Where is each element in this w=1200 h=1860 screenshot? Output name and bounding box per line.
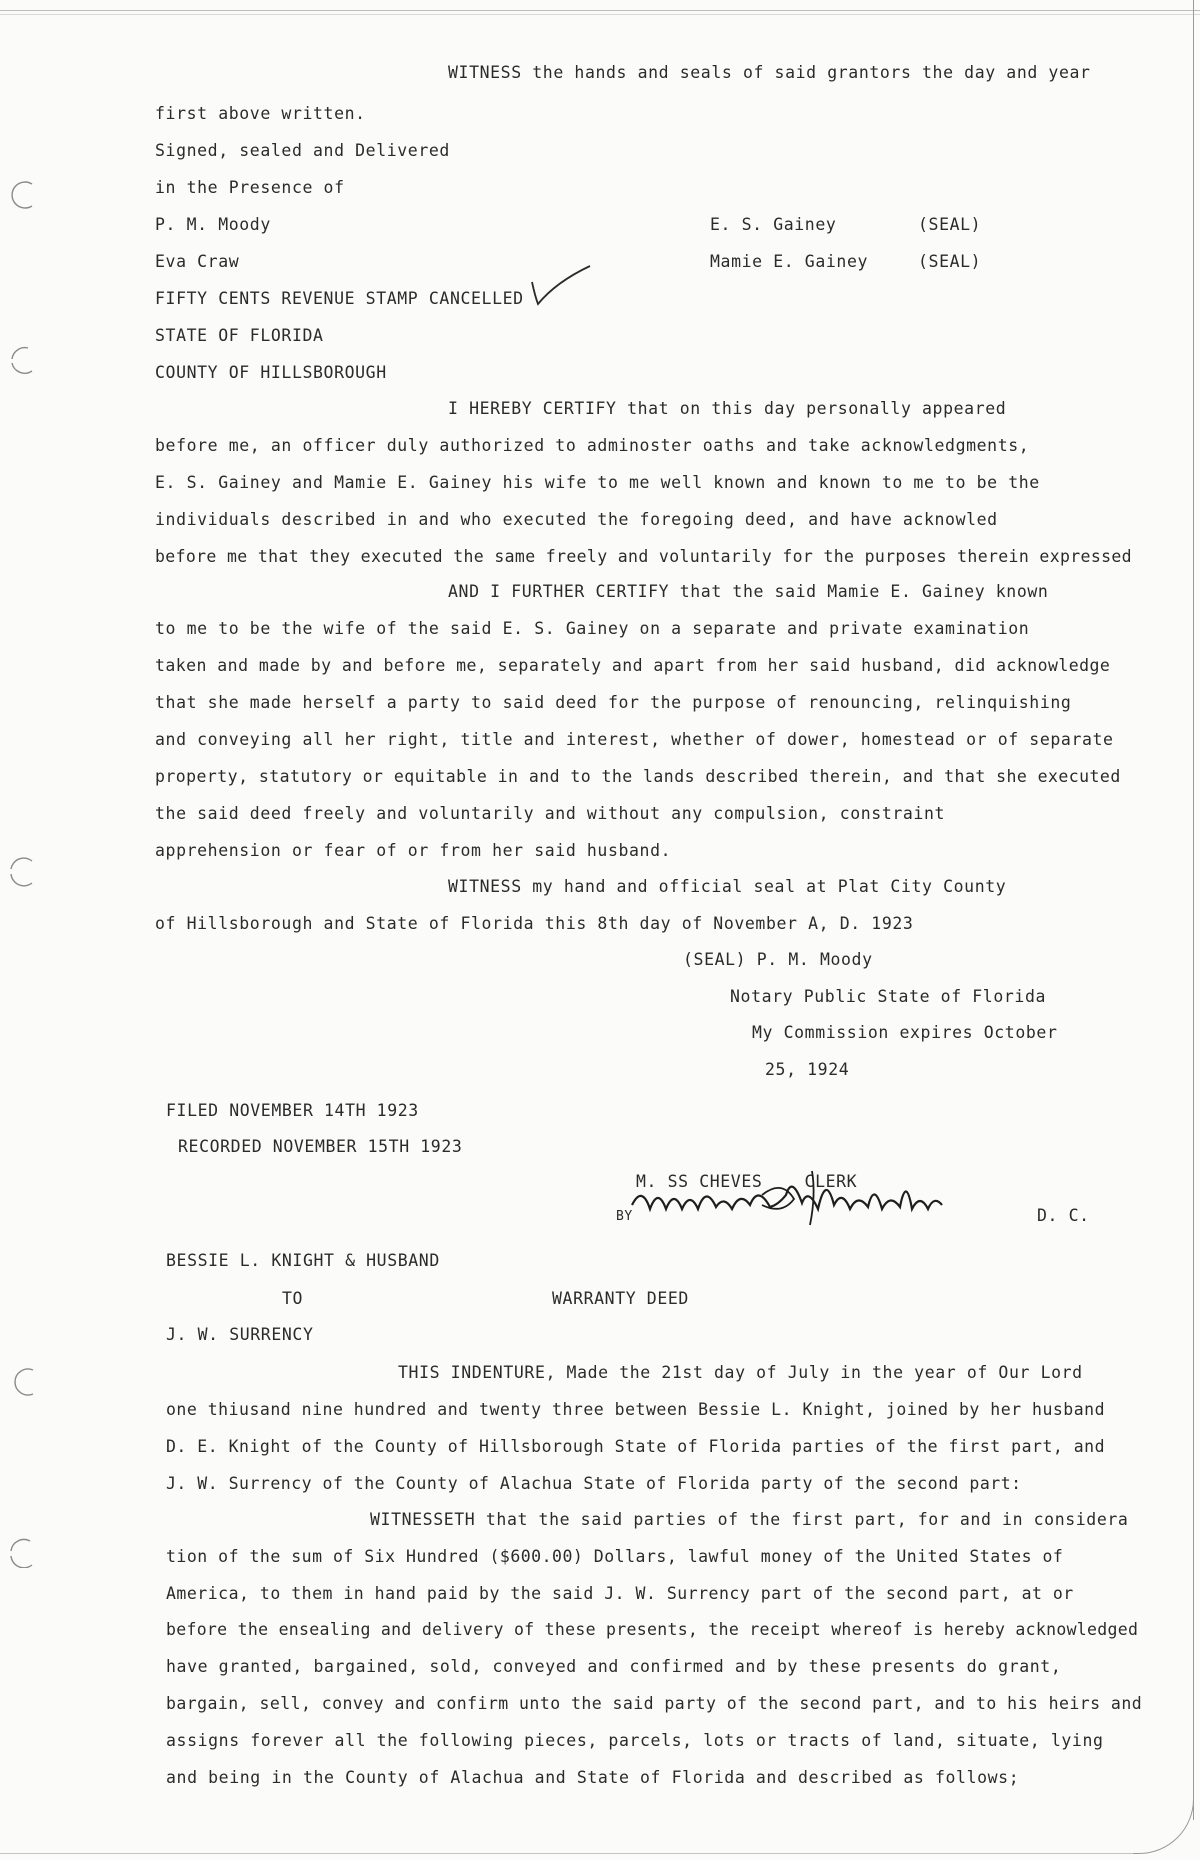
certificate-line: I HEREBY CERTIFY that on this day personally appeared (448, 399, 1007, 418)
page-right-edge (1193, 0, 1194, 1820)
deed-line: J. W. Surrency of the County of Alachua State of Florida party of the second part: (166, 1474, 1022, 1493)
signed-sealed-delivered: Signed, sealed and Delivered (155, 141, 450, 160)
certificate-line: taken and made by and before me, separately and apart from her said husband, did acknowledge (155, 656, 1111, 675)
certificate-line: the said deed freely and voluntarily and without any compulsion, constraint (155, 804, 946, 823)
certificate-line: AND I FURTHER CERTIFY that the said Mamie E. Gainey known (448, 582, 1049, 601)
to-label: TO (282, 1289, 304, 1308)
certificate-line: and conveying all her right, title and interest, whether of dower, homestead or of separate (155, 730, 1114, 749)
punch-hole-icon (6, 1538, 36, 1568)
seal-mark-1: (SEAL) (918, 215, 982, 234)
seal-mark-2: (SEAL) (918, 252, 982, 271)
certificate-line: before me, an officer duly authorized to adminoster oaths and take acknowledgments, (155, 436, 1030, 455)
certificate-line: that she made herself a party to said deed for the purpose of renouncing, relinquishing (155, 693, 1072, 712)
punch-hole-icon (6, 345, 36, 375)
page-curled-corner (1133, 1793, 1194, 1854)
certificate-line: property, statutory or equitable in and to the lands described therein, and that she executed (155, 767, 1121, 786)
notary-title: Notary Public State of Florida (730, 987, 1047, 1006)
certificate-line: apprehension or fear of or from her said husband. (155, 841, 672, 860)
checkmark-icon (530, 262, 592, 308)
page-bottom-edge (0, 1853, 1140, 1854)
first-above-written: first above written. (155, 104, 366, 123)
in-presence-of: in the Presence of (155, 178, 345, 197)
deputy-clerk-label: D. C. (1037, 1206, 1090, 1225)
recorded-date: RECORDED NOVEMBER 15TH 1923 (178, 1137, 463, 1156)
notary-seal-signature: (SEAL) P. M. Moody (683, 950, 873, 969)
page-top-edge-inner (0, 14, 1200, 15)
grantee-heading: J. W. SURRENCY (166, 1325, 314, 1344)
deed-line: bargain, sell, convey and confirm unto the said party of the second part, and to his heirs and (166, 1694, 1143, 1713)
certificate-line: to me to be the wife of the said E. S. Gainey on a separate and private examination (155, 619, 1030, 638)
by-label: BY (616, 1209, 633, 1224)
certificate-line: E. S. Gainey and Mamie E. Gainey his wife to me well known and known to me to be the (155, 473, 1040, 492)
deed-line: before the ensealing and delivery of these presents, the receipt whereof is hereby acknowledged (166, 1620, 1139, 1639)
deed-line: have granted, bargained, sold, conveyed and confirmed and by these presents do grant, (166, 1657, 1062, 1676)
certificate-line: individuals described in and who executed the foregoing deed, and have acknowled (155, 510, 998, 529)
revenue-stamp-note: FIFTY CENTS REVENUE STAMP CANCELLED (155, 289, 524, 308)
county-heading: COUNTY OF HILLSBOROUGH (155, 363, 387, 382)
deed-line: one thiusand nine hundred and twenty three between Bessie L. Knight, joined by her husband (166, 1400, 1106, 1419)
document-type: WARRANTY DEED (552, 1289, 689, 1308)
commission-date: 25, 1924 (765, 1060, 850, 1079)
deed-line: tion of the sum of Six Hundred ($600.00) Dollars, lawful money of the United States of (166, 1547, 1064, 1566)
punch-hole-icon (6, 1367, 36, 1397)
certificate-line: WITNESS my hand and official seal at Plat City County (448, 877, 1007, 896)
witness-name-1: P. M. Moody (155, 215, 271, 234)
clerk-signature-icon (612, 1165, 1012, 1235)
deed-line: and being in the County of Alachua and State of Florida and described as follows; (166, 1768, 1020, 1787)
deed-line: America, to them in hand paid by the said J. W. Surrency part of the second part, at or (166, 1584, 1074, 1603)
punch-hole-icon (6, 180, 36, 210)
witness-paragraph-start: WITNESS the hands and seals of said grantors the day and year (448, 63, 1091, 82)
deed-line: THIS INDENTURE, Made the 21st day of July in the year of Our Lord (398, 1363, 1083, 1382)
deed-line: D. E. Knight of the County of Hillsborough State of Florida parties of the first part, and (166, 1437, 1106, 1456)
certificate-line: of Hillsborough and State of Florida this 8th day of November A, D. 1923 (155, 914, 914, 933)
deed-line: assigns forever all the following pieces, parcels, lots or tracts of land, situate, lying (166, 1731, 1104, 1750)
commission-expiry: My Commission expires October (752, 1023, 1058, 1042)
grantor-heading: BESSIE L. KNIGHT & HUSBAND (166, 1251, 440, 1270)
filed-date: FILED NOVEMBER 14TH 1923 (166, 1101, 419, 1120)
clerk-name: M. SS CHEVES CLERK (636, 1172, 858, 1191)
state-heading: STATE OF FLORIDA (155, 326, 324, 345)
punch-hole-icon (6, 857, 36, 887)
page-top-edge (0, 10, 1200, 11)
certificate-line: before me that they executed the same freely and voluntarily for the purposes therein expressed (155, 547, 1132, 566)
grantor-name-2: Mamie E. Gainey (710, 252, 869, 271)
deed-line: WITNESSETH that the said parties of the first part, for and in considera (370, 1510, 1129, 1529)
grantor-name-1: E. S. Gainey (710, 215, 837, 234)
witness-name-2: Eva Craw (155, 252, 240, 271)
